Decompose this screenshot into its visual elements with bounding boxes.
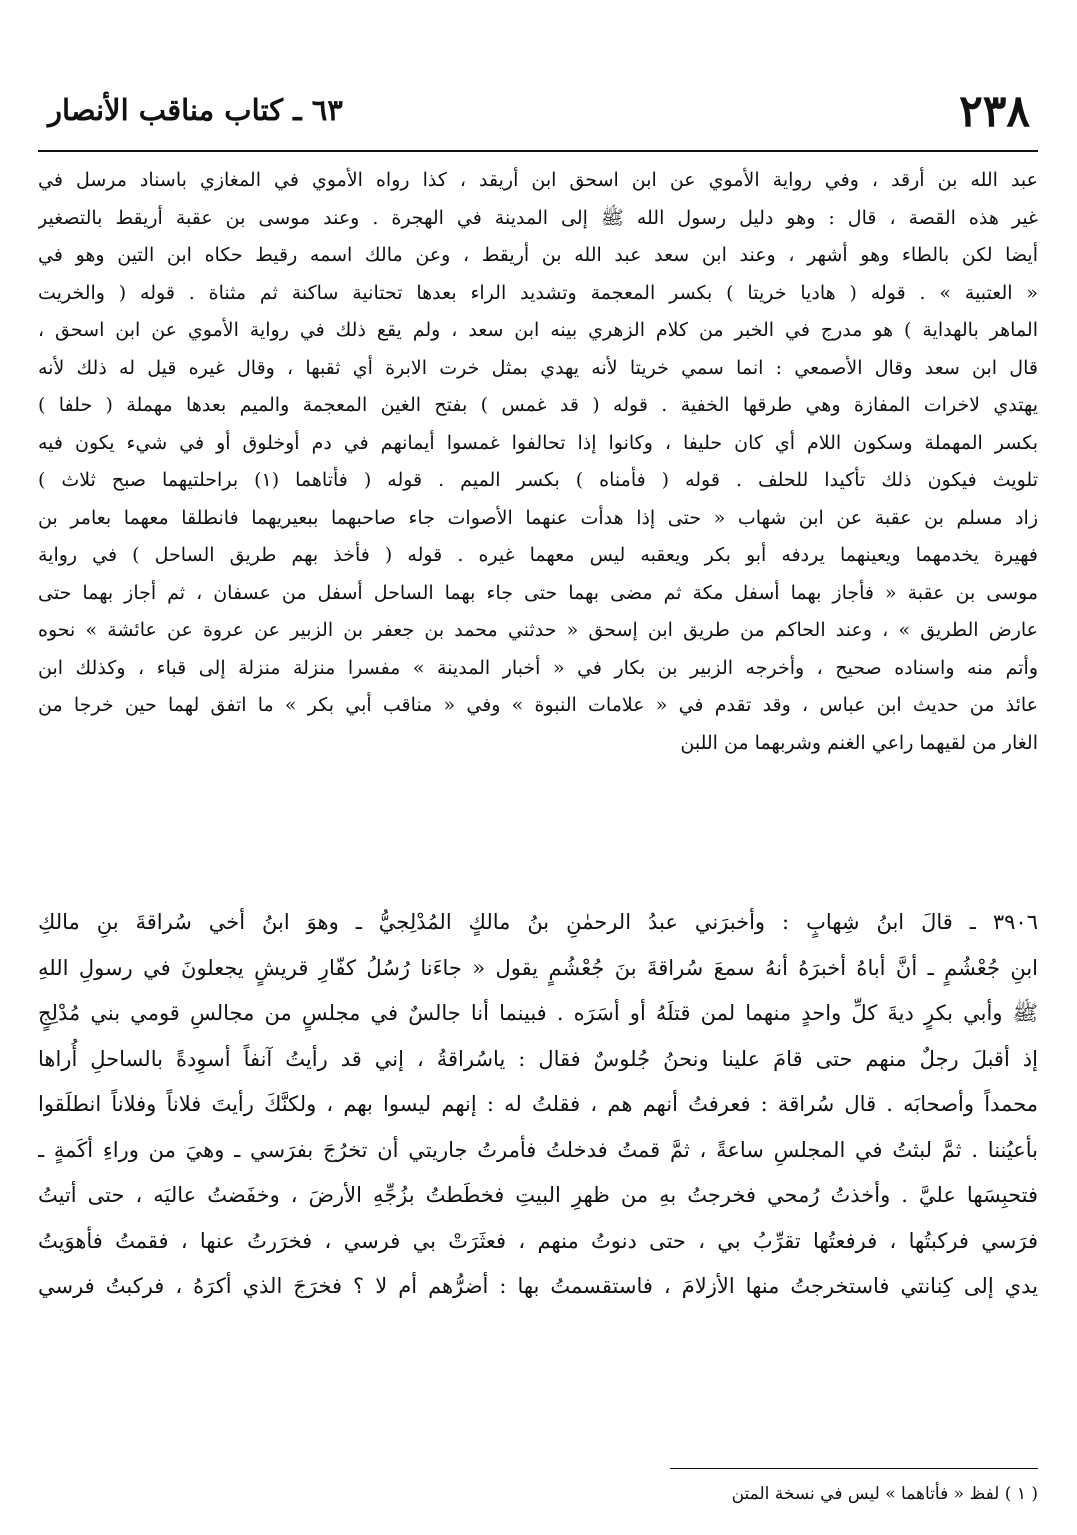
commentary-line: « العتبية » . قوله ( هاديا خريتا ) بكسر المعجمة وتشديد الراء بعدها تحتانية ساكنة ثم مثناة . قوله ( والخريت	[38, 281, 1038, 304]
running-head	[38, 70, 1038, 150]
commentary-line: عائذ من حديث ابن عباس ، وقد تقدم في « علامات النبوة » وفي « مناقب أبي بكر » ما اتفق لهما حين خرجا من	[38, 694, 1038, 716]
hadith-line: فرَسي فركبتُها ، فرفعتُها تقرِّبُ بي ، حتى دنوتُ منهم ، فعثَرَتْ بي فرسي ، فخرَرتُ عنها ، فقمتُ فأهوَيتُ	[38, 1228, 1038, 1253]
commentary-line: غير هذه القصة ، قال : وهو دليل رسول الله ﷺ إلى المدينة في الهجرة . وعند موسى بن عقبة أريقط بالتصغير	[38, 206, 1038, 229]
commentary-block	[38, 162, 1038, 762]
commentary-line: وأتم منه واسناده صحيح ، وأخرجه الزبير بن بكار في « أخبار المدينة » مفسرا منزلة منزلة إلى قباء ، وكذلك ابن	[38, 656, 1038, 679]
commentary-line: عبد الله بن أرقد ، وفي رواية الأموي عن ابن اسحق ابن أريقد ، كذا رواه الأموي في المغازي باسناد مرسل في	[38, 169, 1038, 191]
hadith-line: ٣٩٠٦ ـ قالَ ابنُ شِهابٍ : وأخبرَني عبدُ الرحمٰنِ بنُ مالكٍ المُدْلِجيُّ ـ وهوَ ابنُ أخي سُراقةَ بنِ مالكِ	[38, 910, 1038, 934]
commentary-line: عارض الطريق » ، وعند الحاكم من طريق ابن إسحق « حدثني محمد بن جعفر بن الزبير عن عروة عن عائشة » نحوه	[38, 619, 1038, 641]
hadith-line: ﷺ وأبي بكرٍ ديةَ كلِّ واحدٍ منهما لمن قتلَهُ أو أسَرَه . فبينما أنا جالسٌ في مجلسٍ من مجالسِ قومي بني مُدْلِجٍ	[38, 1001, 1038, 1025]
commentary-line: فهيرة يخدمهما ويعينهما يردفه أبو بكر ويعقبه ليس معهما غيره . قوله ( فأخذ بهم طريق الساحل ) في رواية	[38, 544, 1038, 566]
footnote-rule	[670, 1468, 1038, 1469]
hadith-line: بأعيُننا . ثمَّ لبثتُ في المجلسِ ساعةً ، ثمَّ قمتُ فدخلتُ فأمرتُ جاريتي أن تخرُجَ بفرَسي ـ وهيَ من وراءِ أكَمةٍ ـ	[38, 1137, 1038, 1162]
hadith-line: محمداً وأصحابَه . قال سُراقة : فعرفتُ أنهم هم ، فقلتُ له : إنهم ليسوا بهم ، ولكنَّكَ رأيتَ فلاناً وفلاناً انطلَقوا	[38, 1092, 1038, 1116]
commentary-line: يهتدي لاخرات المفازة وهي طرقها الخفية . قوله ( قد غمس ) بفتح الغين المعجمة والميم بعدها مهملة ( حلفا )	[38, 394, 1038, 416]
hadith-line: يدي إلى كِنانتي فاستخرجتُ منها الأزلامَ ، فاستقسمتُ بها : أضرُّهم أم لا ؟ فخرَجَ الذي أكرَهُ ، فركبتُ فرسي	[38, 1274, 1038, 1298]
hadith-line: ابنِ جُعْشُمٍ ـ أنَّ أباهُ أخبرَهُ أنهُ سمعَ سُراقةَ بنَ جُعْشُمٍ يقول « جاءَنا رُسُلُ كفّارِ قريشٍ يجعلونَ في رسولِ اللهِ	[38, 955, 1038, 980]
footnote: ( ١ ) لفظ « فأتاهما » ليس في نسخة المتن	[731, 1484, 1038, 1504]
book-page	[38, 70, 1038, 1504]
commentary-line: موسى بن عقبة « فأجاز بهما أسفل مكة ثم مضى بهما حتى جاء بهما الساحل أسفل من عسفان ، ثم أجاز بهما حتى	[38, 581, 1038, 604]
book-title: ٦٣ ـ كتاب مناقب الأنصار	[48, 93, 343, 127]
commentary-line: الغار من لقيهما راعي الغنم وشربهما من اللبن	[680, 731, 1038, 754]
commentary-line: تلويث فيكون ذلك تأكيدا للحلف . قوله ( فأمناه ) بكسر الميم . قوله ( فأتاهما (١) براحلتيهما صبح ثلاث )	[38, 469, 1038, 491]
page-number: ٢٣٨	[959, 86, 1030, 137]
commentary-line: الماهر بالهداية ) هو مدرج في الخبر من كلام الزهري بينه ابن سعد ، ولم يقع ذلك في رواية الأموي عن ابن اسحق ،	[38, 319, 1038, 341]
commentary-line: زاد مسلم بن عقبة عن ابن شهاب « حتى إذا هدأت عنهما الأصوات جاء صاحبهما ببعيريهما فانطلقا معهما بعامر بن	[38, 506, 1038, 529]
hadith-line: إذ أقبلَ رجلٌ منهم حتى قامَ علينا ونحنُ جُلوسٌ فقال : ياسُراقةُ ، إني قد رأيتُ آنفاً أسوِدةً بالساحلِ أُراها	[38, 1046, 1038, 1071]
hadith-text-block	[38, 900, 1038, 1310]
commentary-line: بكسر المهملة وسكون اللام أي كان حليفا ، وكانوا إذا تحالفوا غمسوا أيمانهم في دم أوخلوق أو في شيء يكون فيه	[38, 431, 1038, 454]
commentary-line: أيضا لكن بالطاء وهو أشهر ، وعند ابن سعد عبد الله بن أريقط ، وعن مالك اسمه رقيط حكاه ابن التين وهو في	[38, 244, 1038, 266]
commentary-line: قال ابن سعد وقال الأصمعي : انما سمي خريتا لأنه يهدي بمثل خرت الابرة أي ثقبها ، وقال غيره قيل له ذلك لأنه	[38, 356, 1038, 379]
header-rule	[38, 150, 1038, 152]
hadith-line: فتحبِسَها عليَّ . وأخذتُ رُمحي فخرجتُ بهِ من ظهرِ البيتِ فخطَطتُ بزُجِّهِ الأرضَ ، وخفَضتُ عاليَه ، حتى أتيتُ	[38, 1183, 1038, 1207]
